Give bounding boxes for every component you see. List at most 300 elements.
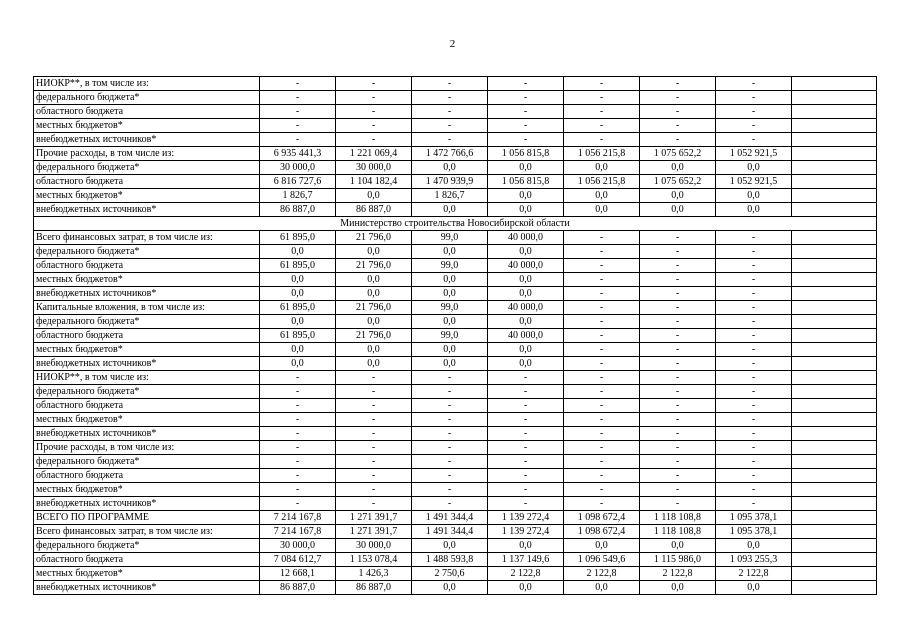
value-cell: - <box>640 231 716 245</box>
table-row <box>34 483 877 497</box>
value-cell: - <box>564 427 640 441</box>
empty-cell <box>792 245 877 259</box>
value-cell: 1 098 672,4 <box>564 525 640 539</box>
value-cell: - <box>716 455 792 469</box>
value-cell: - <box>564 371 640 385</box>
value-cell: 0,0 <box>412 315 488 329</box>
empty-cell <box>792 203 877 217</box>
empty-cell <box>792 371 877 385</box>
value-cell: - <box>488 399 564 413</box>
empty-cell <box>792 553 877 567</box>
value-cell: - <box>488 119 564 133</box>
value-cell: 0,0 <box>488 189 564 203</box>
section-title: Министерство строительства Новосибирской области <box>34 217 877 231</box>
value-cell: - <box>412 469 488 483</box>
value-cell: - <box>336 119 412 133</box>
value-cell: 0,0 <box>412 343 488 357</box>
value-cell: - <box>564 259 640 273</box>
value-cell: 0,0 <box>336 189 412 203</box>
value-cell: - <box>260 77 336 91</box>
table-row <box>34 189 877 203</box>
value-cell: 1 104 182,4 <box>336 175 412 189</box>
value-cell: 1 052 921,5 <box>716 175 792 189</box>
value-cell: - <box>488 91 564 105</box>
row-label: областного бюджета <box>34 469 260 483</box>
row-label: внебюджетных источников* <box>34 287 260 301</box>
empty-cell <box>792 357 877 371</box>
value-cell: - <box>640 91 716 105</box>
empty-cell <box>792 147 877 161</box>
value-cell: 1 426,3 <box>336 567 412 581</box>
value-cell: 0,0 <box>488 357 564 371</box>
value-cell: - <box>716 371 792 385</box>
value-cell: - <box>716 497 792 511</box>
value-cell: 1 118 108,8 <box>640 511 716 525</box>
table-row <box>34 259 877 273</box>
value-cell: - <box>564 343 640 357</box>
value-cell: - <box>564 77 640 91</box>
value-cell: - <box>412 483 488 497</box>
row-label: федерального бюджета* <box>34 91 260 105</box>
value-cell: - <box>716 301 792 315</box>
value-cell: 0,0 <box>716 581 792 595</box>
empty-cell <box>792 399 877 413</box>
value-cell: 21 796,0 <box>336 259 412 273</box>
value-cell: 1 271 391,7 <box>336 525 412 539</box>
table-row <box>34 273 877 287</box>
value-cell: - <box>412 455 488 469</box>
value-cell: 1 491 344,4 <box>412 525 488 539</box>
row-label: областного бюджета <box>34 175 260 189</box>
empty-cell <box>792 329 877 343</box>
value-cell: - <box>716 133 792 147</box>
value-cell: - <box>260 497 336 511</box>
value-cell: 7 084 612,7 <box>260 553 336 567</box>
row-label: федерального бюджета* <box>34 161 260 175</box>
value-cell: 0,0 <box>488 245 564 259</box>
value-cell: - <box>640 497 716 511</box>
value-cell: - <box>336 483 412 497</box>
value-cell: 30 000,0 <box>260 539 336 553</box>
value-cell: - <box>564 315 640 329</box>
value-cell: 1 139 272,4 <box>488 511 564 525</box>
value-cell: 0,0 <box>488 287 564 301</box>
empty-cell <box>792 385 877 399</box>
table-row <box>34 469 877 483</box>
section-header-row <box>34 217 877 231</box>
value-cell: - <box>640 413 716 427</box>
value-cell: 0,0 <box>412 581 488 595</box>
value-cell: - <box>488 385 564 399</box>
value-cell: 0,0 <box>412 287 488 301</box>
row-label: местных бюджетов* <box>34 413 260 427</box>
empty-cell <box>792 273 877 287</box>
empty-cell <box>792 133 877 147</box>
table-row <box>34 175 877 189</box>
row-label: местных бюджетов* <box>34 483 260 497</box>
empty-cell <box>792 315 877 329</box>
value-cell: - <box>640 455 716 469</box>
value-cell: 0,0 <box>640 161 716 175</box>
value-cell: - <box>488 497 564 511</box>
table-row <box>34 203 877 217</box>
empty-cell <box>792 581 877 595</box>
value-cell: - <box>412 77 488 91</box>
value-cell: - <box>488 469 564 483</box>
value-cell: - <box>412 399 488 413</box>
value-cell: - <box>564 245 640 259</box>
value-cell: - <box>564 119 640 133</box>
value-cell: - <box>716 259 792 273</box>
value-cell: - <box>488 483 564 497</box>
empty-cell <box>792 161 877 175</box>
page-number: 2 <box>449 38 456 50</box>
value-cell: - <box>412 105 488 119</box>
value-cell: - <box>564 91 640 105</box>
row-label: местных бюджетов* <box>34 343 260 357</box>
table-row <box>34 385 877 399</box>
value-cell: 7 214 167,8 <box>260 525 336 539</box>
table-row <box>34 133 877 147</box>
value-cell: 0,0 <box>412 357 488 371</box>
value-cell: - <box>716 343 792 357</box>
row-label: областного бюджета <box>34 553 260 567</box>
empty-cell <box>792 539 877 553</box>
value-cell: - <box>716 441 792 455</box>
value-cell: - <box>336 497 412 511</box>
value-cell: - <box>716 357 792 371</box>
value-cell: - <box>412 371 488 385</box>
value-cell: - <box>640 287 716 301</box>
value-cell: 0,0 <box>260 273 336 287</box>
empty-cell <box>792 301 877 315</box>
value-cell: - <box>716 413 792 427</box>
empty-cell <box>792 427 877 441</box>
value-cell: - <box>412 441 488 455</box>
row-label: областного бюджета <box>34 105 260 119</box>
value-cell: 86 887,0 <box>336 581 412 595</box>
value-cell: - <box>488 441 564 455</box>
value-cell: - <box>260 413 336 427</box>
value-cell: 0,0 <box>640 581 716 595</box>
value-cell: - <box>640 399 716 413</box>
value-cell: 0,0 <box>412 273 488 287</box>
value-cell: - <box>336 77 412 91</box>
value-cell: 30 000,0 <box>336 539 412 553</box>
value-cell: 40 000,0 <box>488 259 564 273</box>
value-cell: - <box>716 273 792 287</box>
row-label: Прочие расходы, в том числе из: <box>34 441 260 455</box>
row-label: федерального бюджета* <box>34 315 260 329</box>
value-cell: 2 122,8 <box>564 567 640 581</box>
value-cell: 1 056 215,8 <box>564 147 640 161</box>
value-cell: 0,0 <box>260 343 336 357</box>
value-cell: 0,0 <box>640 539 716 553</box>
value-cell: - <box>564 455 640 469</box>
value-cell: 0,0 <box>716 161 792 175</box>
value-cell: - <box>412 413 488 427</box>
value-cell: 1 056 215,8 <box>564 175 640 189</box>
value-cell: 0,0 <box>336 287 412 301</box>
value-cell: - <box>564 399 640 413</box>
value-cell: 0,0 <box>488 161 564 175</box>
table-row <box>34 231 877 245</box>
value-cell: - <box>640 245 716 259</box>
value-cell: 0,0 <box>716 539 792 553</box>
row-label: федерального бюджета* <box>34 539 260 553</box>
row-label: областного бюджета <box>34 399 260 413</box>
value-cell: 2 122,8 <box>640 567 716 581</box>
table-row <box>34 581 877 595</box>
value-cell: 1 488 593,8 <box>412 553 488 567</box>
empty-cell <box>792 511 877 525</box>
value-cell: 0,0 <box>336 315 412 329</box>
value-cell: - <box>640 301 716 315</box>
value-cell: 1 095 378,1 <box>716 525 792 539</box>
value-cell: - <box>412 497 488 511</box>
value-cell: 0,0 <box>336 273 412 287</box>
value-cell: 99,0 <box>412 329 488 343</box>
value-cell: 1 118 108,8 <box>640 525 716 539</box>
value-cell: 1 826,7 <box>260 189 336 203</box>
value-cell: - <box>564 133 640 147</box>
value-cell: - <box>336 413 412 427</box>
empty-cell <box>792 567 877 581</box>
value-cell: - <box>564 105 640 119</box>
value-cell: 2 750,6 <box>412 567 488 581</box>
empty-cell <box>792 175 877 189</box>
value-cell: - <box>640 119 716 133</box>
value-cell: 1 115 986,0 <box>640 553 716 567</box>
value-cell: - <box>640 315 716 329</box>
value-cell: 1 075 652,2 <box>640 147 716 161</box>
value-cell: 1 221 069,4 <box>336 147 412 161</box>
value-cell: 0,0 <box>716 203 792 217</box>
value-cell: 0,0 <box>336 245 412 259</box>
value-cell: - <box>336 427 412 441</box>
value-cell: 0,0 <box>488 581 564 595</box>
table-body <box>34 77 877 595</box>
value-cell: - <box>564 287 640 301</box>
row-label: внебюджетных источников* <box>34 357 260 371</box>
value-cell: - <box>564 413 640 427</box>
value-cell: 1 491 344,4 <box>412 511 488 525</box>
value-cell: 1 075 652,2 <box>640 175 716 189</box>
value-cell: 40 000,0 <box>488 329 564 343</box>
value-cell: 30 000,0 <box>336 161 412 175</box>
row-label: федерального бюджета* <box>34 385 260 399</box>
table-row <box>34 441 877 455</box>
table-row <box>34 245 877 259</box>
row-label: областного бюджета <box>34 329 260 343</box>
table-row <box>34 315 877 329</box>
value-cell: - <box>564 483 640 497</box>
value-cell: - <box>716 105 792 119</box>
table-row <box>34 413 877 427</box>
value-cell: - <box>640 259 716 273</box>
value-cell: - <box>260 441 336 455</box>
table-row <box>34 525 877 539</box>
row-label: местных бюджетов* <box>34 567 260 581</box>
value-cell: - <box>564 273 640 287</box>
table-row <box>34 119 877 133</box>
row-label: Всего финансовых затрат, в том числе из: <box>34 231 260 245</box>
table-row <box>34 147 877 161</box>
value-cell: - <box>640 77 716 91</box>
value-cell: - <box>640 329 716 343</box>
row-label: местных бюджетов* <box>34 119 260 133</box>
row-label: Прочие расходы, в том числе из: <box>34 147 260 161</box>
value-cell: - <box>260 133 336 147</box>
value-cell: - <box>716 119 792 133</box>
table-row <box>34 553 877 567</box>
table-row <box>34 399 877 413</box>
value-cell: - <box>564 441 640 455</box>
value-cell: - <box>488 455 564 469</box>
value-cell: - <box>716 315 792 329</box>
value-cell: - <box>336 385 412 399</box>
value-cell: - <box>260 105 336 119</box>
value-cell: - <box>260 483 336 497</box>
value-cell: - <box>564 385 640 399</box>
row-label: ВСЕГО ПО ПРОГРАММЕ <box>34 511 260 525</box>
row-label: НИОКР**, в том числе из: <box>34 371 260 385</box>
value-cell: - <box>336 105 412 119</box>
value-cell: - <box>260 427 336 441</box>
value-cell: - <box>336 399 412 413</box>
value-cell: - <box>716 245 792 259</box>
value-cell: - <box>412 385 488 399</box>
value-cell: 0,0 <box>412 203 488 217</box>
table-row <box>34 161 877 175</box>
value-cell: - <box>564 469 640 483</box>
value-cell: 0,0 <box>488 539 564 553</box>
value-cell: 0,0 <box>716 189 792 203</box>
row-label: внебюджетных источников* <box>34 203 260 217</box>
empty-cell <box>792 525 877 539</box>
empty-cell <box>792 497 877 511</box>
row-label: НИОКР**, в том числе из: <box>34 77 260 91</box>
row-label: Капитальные вложения, в том числе из: <box>34 301 260 315</box>
value-cell: - <box>640 133 716 147</box>
table-row <box>34 539 877 553</box>
value-cell: - <box>336 469 412 483</box>
row-label: Всего финансовых затрат, в том числе из: <box>34 525 260 539</box>
value-cell: 1 095 378,1 <box>716 511 792 525</box>
value-cell: 21 796,0 <box>336 231 412 245</box>
table-row <box>34 371 877 385</box>
value-cell: 0,0 <box>488 273 564 287</box>
value-cell: 12 668,1 <box>260 567 336 581</box>
value-cell: 1 470 939,9 <box>412 175 488 189</box>
value-cell: 99,0 <box>412 301 488 315</box>
value-cell: 1 153 078,4 <box>336 553 412 567</box>
value-cell: 1 137 149,6 <box>488 553 564 567</box>
value-cell: 99,0 <box>412 259 488 273</box>
row-label: местных бюджетов* <box>34 189 260 203</box>
row-label: внебюджетных источников* <box>34 133 260 147</box>
value-cell: 0,0 <box>260 287 336 301</box>
budget-table <box>33 76 877 595</box>
value-cell: 1 093 255,3 <box>716 553 792 567</box>
value-cell: 61 895,0 <box>260 231 336 245</box>
value-cell: 21 796,0 <box>336 329 412 343</box>
value-cell: - <box>640 469 716 483</box>
value-cell: - <box>260 371 336 385</box>
value-cell: 61 895,0 <box>260 259 336 273</box>
table-row <box>34 329 877 343</box>
value-cell: - <box>640 371 716 385</box>
value-cell: - <box>564 357 640 371</box>
value-cell: 0,0 <box>564 161 640 175</box>
row-label: федерального бюджета* <box>34 455 260 469</box>
value-cell: 0,0 <box>260 357 336 371</box>
value-cell: - <box>260 399 336 413</box>
table-row <box>34 511 877 525</box>
value-cell: 0,0 <box>412 539 488 553</box>
value-cell: 40 000,0 <box>488 231 564 245</box>
value-cell: 1 052 921,5 <box>716 147 792 161</box>
value-cell: 0,0 <box>564 203 640 217</box>
value-cell: 0,0 <box>564 581 640 595</box>
empty-cell <box>792 455 877 469</box>
empty-cell <box>792 91 877 105</box>
empty-cell <box>792 105 877 119</box>
value-cell: 2 122,8 <box>488 567 564 581</box>
value-cell: - <box>488 133 564 147</box>
value-cell: - <box>640 105 716 119</box>
value-cell: - <box>488 413 564 427</box>
value-cell: 86 887,0 <box>336 203 412 217</box>
value-cell: - <box>412 91 488 105</box>
value-cell: 6 935 441,3 <box>260 147 336 161</box>
value-cell: 0,0 <box>336 357 412 371</box>
table-row <box>34 455 877 469</box>
value-cell: - <box>260 119 336 133</box>
value-cell: 0,0 <box>260 315 336 329</box>
empty-cell <box>792 259 877 273</box>
value-cell: - <box>488 371 564 385</box>
row-label: внебюджетных источников* <box>34 497 260 511</box>
value-cell: - <box>564 231 640 245</box>
value-cell: - <box>716 483 792 497</box>
table-row <box>34 357 877 371</box>
value-cell: - <box>640 441 716 455</box>
table-row <box>34 287 877 301</box>
value-cell: - <box>716 77 792 91</box>
value-cell: 86 887,0 <box>260 203 336 217</box>
value-cell: - <box>564 497 640 511</box>
row-label: внебюджетных источников* <box>34 581 260 595</box>
row-label: областного бюджета <box>34 259 260 273</box>
value-cell: 7 214 167,8 <box>260 511 336 525</box>
value-cell: 1 098 672,4 <box>564 511 640 525</box>
value-cell: - <box>260 455 336 469</box>
value-cell: 0,0 <box>488 203 564 217</box>
value-cell: - <box>336 455 412 469</box>
value-cell: - <box>716 91 792 105</box>
value-cell: - <box>336 371 412 385</box>
table-row <box>34 91 877 105</box>
value-cell: 0,0 <box>640 189 716 203</box>
value-cell: - <box>336 91 412 105</box>
value-cell: 86 887,0 <box>260 581 336 595</box>
value-cell: - <box>564 301 640 315</box>
row-label: внебюджетных источников* <box>34 427 260 441</box>
value-cell: - <box>716 329 792 343</box>
empty-cell <box>792 413 877 427</box>
value-cell: 1 096 549,6 <box>564 553 640 567</box>
